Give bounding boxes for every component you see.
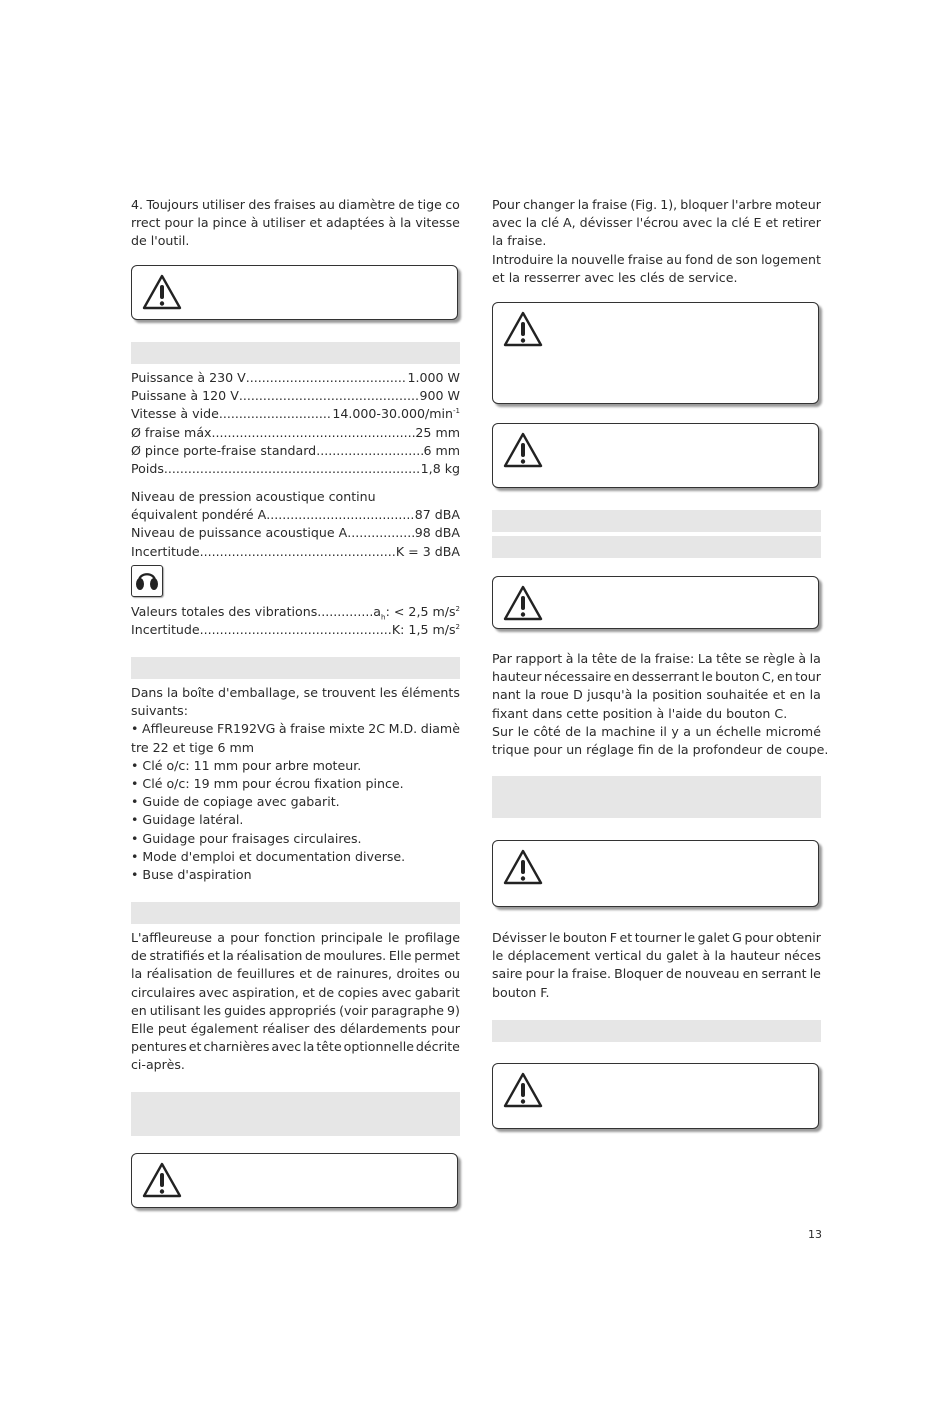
text-line: ci-après. [131,1057,185,1073]
text-line: Elle peut également réaliser des délardements pour [131,1021,460,1037]
section-header-bar [492,1020,821,1042]
list-item: • Guidage latéral. [131,812,244,828]
text-line: fixant dans cette position à l'aide du bouton C. [492,705,788,721]
list-item: • Mode d'emploi et documentation diverse. [131,848,406,864]
spec-row: équivalent pondéré A ..... 87 dBA [131,506,460,524]
section-header-bar [492,776,821,818]
text-line: de stratifiés et la réalisation de moulures. Elle permet [131,948,460,964]
spec-row: Incertitude ..... K: 1,5 $m/s^2$ [131,621,460,639]
ear-protection-icon [131,565,163,597]
depth-adjustment [492,650,829,759]
text-line: la fraise. [492,233,547,249]
spec-row: Poids ..... 1,8 kg [131,460,460,478]
spec-row: Incertitude ..... K = 3 dBA [131,543,460,561]
section-header-bar [131,342,460,364]
change-cutter-instructions [492,196,821,287]
list-item: • Buse d'aspiration [131,867,252,883]
safety-rule-4 [131,196,460,251]
vibration-specs [131,603,460,639]
warning-box [492,423,819,488]
list-item: tre 22 et tige 6 mm [131,739,255,755]
text-line: Par rapport à la tête de la fraise: La tête se règle à la [492,651,821,666]
warning-icon [142,274,182,310]
section-header-bar [131,1092,460,1136]
section-header-bar [492,536,821,558]
noise-specs [131,488,460,561]
text-line: hauteur nécessaire en desserrant le bouton C, en tour [492,669,821,685]
text-line: nant la roue D jusqu'à la position souhaitée et en la [492,687,821,703]
text-line: Introduire la nouvelle fraise au fond de son logement [492,251,821,267]
text-line: Pour changer la fraise (Fig. 1), bloquer l'arbre moteur [492,197,821,212]
text-line: L'affleureuse a pour fonction principale le profilage [131,930,460,945]
text-line: et la resserrer avec les clés de service. [492,269,738,285]
warning-icon [503,585,543,621]
warning-box [131,265,458,320]
text-line: circulaires avec aspiration, et de copies avec gabarit [131,984,460,1000]
warning-icon [142,1162,182,1198]
text-line: avec la clé A, dévisser l'écrou avec la clé E et retirer [492,215,821,231]
spec-row: Ø fraise máx ..... 25 mm [131,424,460,442]
text-line: rrect pour la pince à utiliser et adaptées à la vitesse [131,215,460,231]
text-line: Dévisser le bouton F et tourner le galet G pour obtenir [492,930,821,945]
function-description [131,929,460,1075]
text-line: bouton F. [492,984,550,1000]
spec-row: Ø pince porte-fraise standard ..... 6 mm [131,442,460,460]
text-line: de l'outil. [131,233,190,249]
section-header-bar [131,657,460,679]
warning-box [492,1063,819,1129]
text-line: la réalisation de feuillures et de rainures, droites ou [131,966,460,982]
noise-title: Niveau de pression acoustique continu [131,489,376,504]
warning-box [492,302,819,404]
warning-icon [503,311,543,347]
text-line: 4. Toujours utiliser des fraises au diamètre de tige co [131,197,460,212]
list-item: • Guidage pour fraisages circulaires. [131,830,362,846]
text-line: Sur le côté de la machine il y a un échelle micromé [492,723,821,739]
spec-row: Puissane à 120 V ..... 900 W [131,387,460,405]
spec-row: Valeurs totales des vibrations ..... $a_h$ : < 2,5 $m/s^2$ [131,603,460,621]
spec-row: Niveau de puissance acoustique A ..... 98 dBA [131,524,460,542]
spec-row: Vitesse à vide ..... $14.000-30.000/\min^{-1}$ [131,405,460,423]
list-item: • Affleureuse FR192VG à fraise mixte 2C M.D. diamè [131,721,460,737]
list-item: • Clé o/c: 19 mm pour écrou fixation pince. [131,776,404,792]
roller-adjustment [492,929,821,1002]
warning-icon [503,849,543,885]
package-contents [131,684,460,884]
text-line: trique pour un réglage fin de la profondeur de coupe. [492,742,829,758]
section-header-bar [131,902,460,924]
text-line: en utilisant les guides appropriés (voir paragraphe 9) [131,1002,460,1018]
text-line: pentures et charnières avec la tête optionnelle décrite [131,1039,460,1055]
text-line: suivants: [131,703,188,719]
section-header-bar [492,510,821,532]
text-line: le déplacement vertical du galet à la hauteur néces [492,948,821,964]
text-line: saire pour la fraise. Bloquer de nouveau en serrant le [492,966,821,982]
list-item: • Clé o/c: 11 mm pour arbre moteur. [131,757,362,773]
technical-specs [131,369,460,478]
page-number: 13 [808,1228,822,1241]
text-line: Dans la boîte d'emballage, se trouvent les éléments [131,685,460,700]
warning-box [492,840,819,907]
list-item: • Guide de copiage avec gabarit. [131,794,340,810]
warning-box [492,576,819,629]
warning-icon [503,1072,543,1108]
spec-row: Puissance à 230 V ..... 1.000 W [131,369,460,387]
warning-box [131,1153,458,1208]
warning-icon [503,432,543,468]
